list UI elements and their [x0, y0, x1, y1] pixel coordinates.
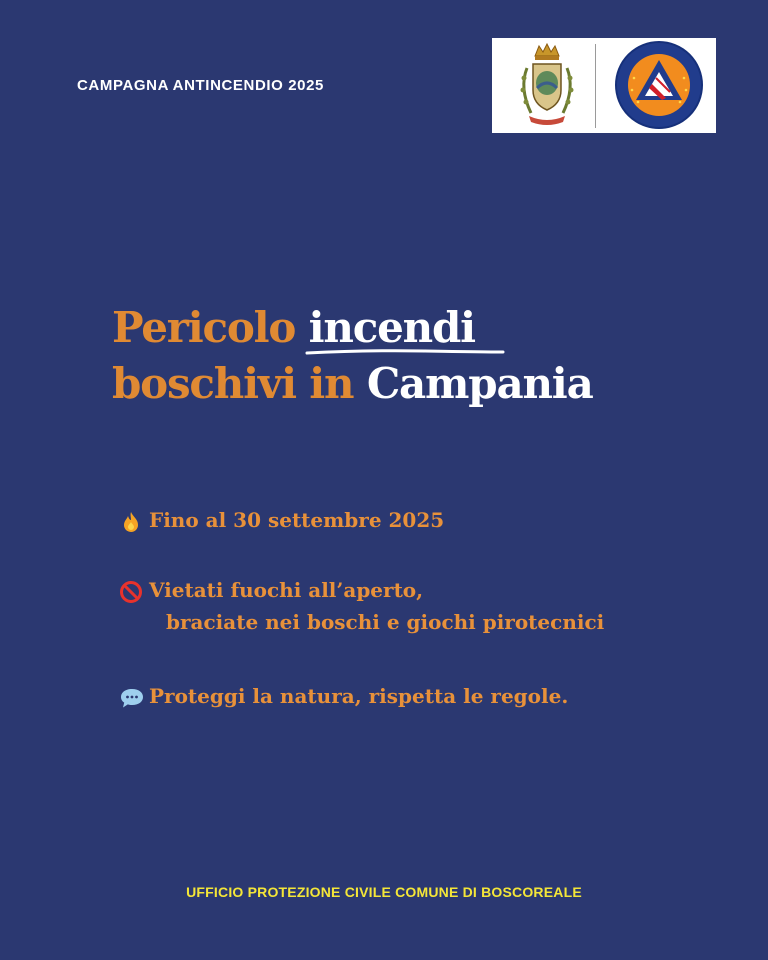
logo-divider	[595, 44, 596, 128]
info-item-prohibitions	[119, 574, 604, 638]
info-item-dates-text: Fino al 30 settembre 2025	[149, 508, 445, 532]
brush-underline	[305, 347, 505, 357]
info-item-prohibitions-line2: braciate nei boschi e giochi pirotecnici	[166, 610, 605, 634]
civil-protection-seal-icon	[612, 38, 707, 133]
prohibited-icon	[119, 580, 149, 604]
info-item-dates	[119, 504, 444, 536]
headline	[112, 300, 593, 412]
info-item-message	[119, 680, 568, 712]
speech-bubble-icon	[119, 686, 149, 710]
headline-line-1	[112, 300, 593, 356]
info-item-message-text: Proteggi la natura, rispetta le regole.	[149, 684, 569, 708]
headline-word-incendi-text: incendi	[308, 303, 475, 352]
headline-word-boschivi-in: boschivi in	[112, 359, 354, 408]
info-item-prohibitions-line1: Vietati fuochi all’aperto,	[149, 578, 424, 602]
headline-word-incendi	[309, 300, 475, 356]
municipal-coat-of-arms-icon	[497, 38, 597, 133]
fire-icon	[119, 510, 149, 534]
logos-panel	[492, 38, 716, 133]
headline-line-2	[112, 356, 593, 412]
campaign-label: CAMPAGNA ANTINCENDIO 2025	[77, 77, 324, 94]
headline-word-campania: Campania	[366, 359, 593, 408]
footer-office-label: UFFICIO PROTEZIONE CIVILE COMUNE DI BOSCOREALE	[186, 884, 582, 900]
headline-word-pericolo: Pericolo	[112, 303, 296, 352]
